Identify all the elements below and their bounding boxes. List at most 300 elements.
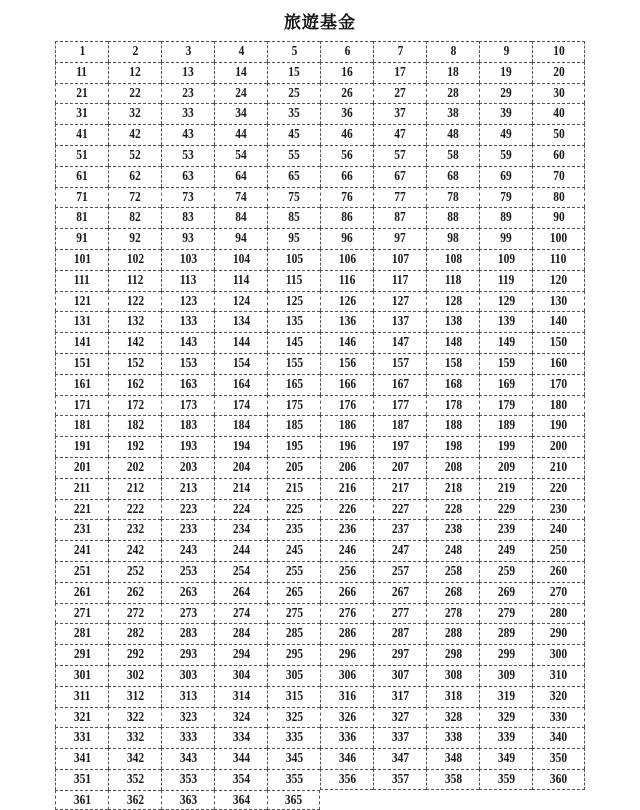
day-cell: [532, 41, 585, 62]
day-number: 346: [338, 751, 356, 767]
day-cell: [161, 187, 214, 208]
day-number: 189: [497, 418, 515, 434]
day-cell: [161, 582, 214, 603]
day-number: 343: [179, 751, 197, 767]
day-cell: [320, 727, 373, 748]
day-cell: [108, 561, 161, 582]
day-number: 198: [444, 439, 462, 455]
day-number: 330: [549, 709, 568, 725]
day-number: 164: [232, 376, 250, 392]
day-number: 113: [179, 272, 197, 288]
grid-row: [55, 103, 585, 124]
day-cell: [479, 457, 532, 478]
day-number: 291: [73, 647, 91, 663]
day-number: 253: [179, 563, 197, 579]
day-number: 193: [179, 439, 197, 455]
grid-row: [55, 353, 585, 374]
day-cell: [479, 207, 532, 228]
day-number: 141: [73, 335, 91, 351]
day-cell: [373, 311, 426, 332]
day-cell: [426, 644, 479, 665]
day-cell: [373, 519, 426, 540]
day-cell: [267, 353, 320, 374]
day-number: 131: [73, 314, 91, 330]
grid-row: [55, 124, 585, 145]
day-number: 231: [73, 522, 91, 538]
day-number: 203: [179, 459, 197, 475]
day-cell: [214, 166, 267, 187]
day-number: 30: [552, 85, 565, 101]
day-number: 310: [549, 667, 568, 683]
day-cell: [55, 311, 108, 332]
day-cell: [479, 478, 532, 499]
day-number: 152: [126, 355, 144, 371]
day-number: 264: [232, 584, 250, 600]
day-cell: [426, 83, 479, 104]
day-cell: [108, 207, 161, 228]
day-number: 140: [549, 314, 568, 330]
day-number: 183: [179, 418, 197, 434]
day-number: 2: [132, 44, 138, 59]
day-cell: [108, 374, 161, 395]
day-cell: [161, 291, 214, 312]
day-cell: [267, 727, 320, 748]
day-number: 262: [126, 584, 144, 600]
day-number: 54: [235, 147, 247, 163]
day-number: 306: [338, 667, 356, 683]
day-number: 22: [129, 85, 141, 101]
day-number: 159: [497, 355, 515, 371]
day-cell: [214, 228, 267, 249]
day-number: 223: [179, 501, 197, 517]
day-cell: [55, 124, 108, 145]
day-number: 67: [394, 168, 406, 184]
day-number: 127: [391, 293, 409, 309]
day-number: 277: [391, 605, 409, 621]
day-cell: [161, 311, 214, 332]
day-cell: [320, 124, 373, 145]
day-number: 8: [450, 44, 456, 59]
day-number: 221: [73, 501, 91, 517]
day-cell: [532, 415, 585, 436]
grid-row: [55, 644, 585, 665]
day-cell: [55, 83, 108, 104]
day-cell: [373, 748, 426, 769]
day-cell: [373, 249, 426, 270]
day-number: 287: [391, 626, 409, 642]
day-cell: [320, 374, 373, 395]
day-cell: [267, 228, 320, 249]
day-number: 64: [235, 168, 247, 184]
day-cell: [426, 623, 479, 644]
day-number: 217: [391, 480, 409, 496]
day-cell: [267, 707, 320, 728]
day-number: 336: [338, 730, 356, 746]
day-number: 302: [126, 667, 144, 683]
day-cell: [426, 436, 479, 457]
day-cell: [373, 124, 426, 145]
day-number: 192: [126, 439, 144, 455]
day-number: 259: [497, 563, 515, 579]
day-cell: [426, 332, 479, 353]
day-cell: [55, 769, 108, 790]
day-number: 187: [391, 418, 409, 434]
day-cell: [426, 478, 479, 499]
grid-row: [55, 623, 585, 644]
day-number: 258: [444, 563, 462, 579]
day-cell: [267, 166, 320, 187]
day-cell: [426, 41, 479, 62]
day-number: 213: [179, 480, 197, 496]
day-cell: [532, 457, 585, 478]
day-number: 191: [73, 439, 91, 455]
day-number: 38: [447, 106, 459, 122]
day-number: 305: [285, 667, 303, 683]
day-number: 124: [232, 293, 250, 309]
day-number: 188: [444, 418, 462, 434]
day-number: 347: [391, 751, 409, 767]
day-cell: [373, 166, 426, 187]
day-cell: [161, 519, 214, 540]
day-cell: [55, 519, 108, 540]
day-number: 176: [338, 397, 356, 413]
day-cell: [108, 145, 161, 166]
day-number: 241: [73, 543, 91, 559]
day-cell: [161, 270, 214, 291]
day-number: 136: [338, 314, 356, 330]
day-cell: [426, 311, 479, 332]
day-cell: [479, 499, 532, 520]
day-cell: [479, 707, 532, 728]
day-number: 270: [549, 584, 568, 600]
day-cell: [320, 748, 373, 769]
day-cell: [426, 665, 479, 686]
day-number: 137: [391, 314, 409, 330]
day-number: 206: [338, 459, 356, 475]
day-number: 35: [288, 106, 300, 122]
day-cell: [267, 436, 320, 457]
day-cell: [532, 644, 585, 665]
day-cell: [55, 207, 108, 228]
day-number: 333: [179, 730, 197, 746]
day-number: 332: [126, 730, 144, 746]
day-cell: [161, 41, 214, 62]
day-number: 84: [235, 210, 247, 226]
day-number: 142: [126, 335, 144, 351]
day-number: 66: [341, 168, 353, 184]
day-cell: [108, 478, 161, 499]
day-cell: [108, 228, 161, 249]
day-cell: [532, 727, 585, 748]
day-cell: [108, 124, 161, 145]
day-number: 215: [285, 480, 303, 496]
day-number: 356: [338, 771, 356, 787]
day-number: 201: [73, 459, 91, 475]
day-cell: [214, 727, 267, 748]
day-number: 53: [182, 147, 194, 163]
day-cell: [214, 145, 267, 166]
day-cell: [55, 665, 108, 686]
day-number: 214: [232, 480, 250, 496]
day-number: 135: [285, 314, 303, 330]
day-cell: [214, 83, 267, 104]
day-cell: [161, 707, 214, 728]
day-number: 49: [500, 127, 512, 143]
day-number: 294: [232, 647, 250, 663]
day-cell: [320, 415, 373, 436]
day-cell: [55, 249, 108, 270]
day-cell: [426, 353, 479, 374]
day-cell: [108, 623, 161, 644]
day-number: 18: [447, 64, 459, 80]
day-number: 319: [497, 688, 515, 704]
day-cell: [161, 623, 214, 644]
day-number: 60: [552, 147, 565, 163]
day-cell: [108, 644, 161, 665]
day-cell: [426, 540, 479, 561]
day-number: 297: [391, 647, 409, 663]
day-number: 300: [549, 647, 568, 663]
day-number: 299: [497, 647, 515, 663]
day-cell: [426, 769, 479, 790]
day-number: 292: [126, 647, 144, 663]
day-cell: [532, 623, 585, 644]
day-number: 68: [447, 168, 459, 184]
day-cell: [532, 270, 585, 291]
day-number: 360: [549, 771, 568, 787]
day-number: 98: [447, 231, 459, 247]
day-cell: [267, 519, 320, 540]
day-cell: [108, 707, 161, 728]
day-cell: [267, 207, 320, 228]
day-cell: [479, 623, 532, 644]
day-cell: [479, 332, 532, 353]
day-cell: [479, 644, 532, 665]
day-number: 276: [338, 605, 356, 621]
day-cell: [267, 582, 320, 603]
day-number: 29: [500, 85, 512, 101]
day-number: 361: [73, 792, 91, 808]
day-number: 249: [497, 543, 515, 559]
day-cell: [161, 332, 214, 353]
day-number: 76: [341, 189, 353, 205]
day-number: 74: [235, 189, 247, 205]
day-cell: [373, 41, 426, 62]
grid-row: [55, 207, 585, 228]
day-cell: [320, 457, 373, 478]
day-cell: [373, 83, 426, 104]
day-cell: [55, 291, 108, 312]
day-number: 99: [500, 231, 512, 247]
day-cell: [320, 665, 373, 686]
day-number: 268: [444, 584, 462, 600]
day-cell: [108, 519, 161, 540]
day-cell: [108, 603, 161, 624]
grid-row: [55, 707, 585, 728]
day-number: 312: [126, 688, 144, 704]
day-number: 83: [182, 210, 194, 226]
day-cell: [161, 374, 214, 395]
day-number: 182: [126, 418, 144, 434]
day-cell: [532, 103, 585, 124]
day-cell: [479, 103, 532, 124]
day-number: 105: [285, 251, 303, 267]
day-cell: [320, 519, 373, 540]
day-number: 122: [126, 293, 144, 309]
grid-row: [55, 519, 585, 540]
day-cell: [267, 561, 320, 582]
day-cell: [161, 415, 214, 436]
day-number: 283: [179, 626, 197, 642]
grid-row: [55, 748, 585, 769]
day-cell: [108, 270, 161, 291]
day-cell: [267, 291, 320, 312]
day-cell: [320, 769, 373, 790]
day-cell: [532, 207, 585, 228]
day-cell: [55, 623, 108, 644]
day-cell: [267, 748, 320, 769]
day-number: 225: [285, 501, 303, 517]
grid-row: [55, 41, 585, 62]
day-number: 289: [497, 626, 515, 642]
day-number: 316: [338, 688, 356, 704]
day-number: 365: [284, 792, 303, 808]
day-cell: [479, 145, 532, 166]
grid-row: [55, 270, 585, 291]
day-cell: [479, 311, 532, 332]
day-cell: [214, 395, 267, 416]
grid-row: [55, 249, 585, 270]
day-cell: [214, 457, 267, 478]
day-number: 106: [338, 251, 356, 267]
grid-row: [55, 686, 585, 707]
day-number: 88: [447, 210, 459, 226]
day-number: 233: [179, 522, 197, 538]
day-cell: [214, 415, 267, 436]
day-number: 293: [179, 647, 197, 663]
day-cell: [161, 62, 214, 83]
day-number: 175: [285, 397, 303, 413]
day-cell: [214, 769, 267, 790]
day-cell: [532, 582, 585, 603]
day-cell: [479, 686, 532, 707]
day-number: 46: [341, 127, 353, 143]
day-number: 237: [391, 522, 409, 538]
day-number: 44: [235, 127, 247, 143]
day-number: 15: [288, 64, 300, 80]
day-cell: [55, 62, 108, 83]
day-number: 252: [126, 563, 144, 579]
day-number: 341: [73, 751, 91, 767]
day-cell: [320, 62, 373, 83]
day-cell: [373, 623, 426, 644]
day-number: 174: [232, 397, 250, 413]
day-cell: [426, 686, 479, 707]
day-number: 208: [444, 459, 462, 475]
day-cell: [532, 395, 585, 416]
day-number: 184: [232, 418, 250, 434]
day-cell: [479, 124, 532, 145]
day-cell: [267, 499, 320, 520]
day-cell: [426, 561, 479, 582]
day-cell: [320, 249, 373, 270]
day-number: 338: [444, 730, 462, 746]
day-cell: [426, 124, 479, 145]
day-number: 230: [549, 501, 568, 517]
day-cell: [373, 436, 426, 457]
day-number: 107: [391, 251, 409, 267]
day-number: 91: [76, 231, 88, 247]
day-number: 179: [497, 397, 515, 413]
day-cell: [532, 769, 585, 790]
day-cell: [108, 665, 161, 686]
day-number: 62: [129, 168, 141, 184]
day-cell: [214, 332, 267, 353]
day-cell: [426, 395, 479, 416]
day-number: 150: [549, 335, 568, 351]
day-number: 57: [394, 147, 406, 163]
day-cell: [320, 270, 373, 291]
day-cell: [108, 166, 161, 187]
day-cell: [320, 644, 373, 665]
day-cell: [532, 478, 585, 499]
day-number: 101: [73, 251, 91, 267]
day-number: 5: [291, 44, 297, 59]
day-number: 354: [232, 771, 250, 787]
day-number: 186: [338, 418, 356, 434]
day-cell: [108, 83, 161, 104]
day-cell: [55, 727, 108, 748]
grid-row: [55, 187, 585, 208]
day-cell: [161, 395, 214, 416]
day-number: 45: [288, 127, 300, 143]
day-cell: [373, 727, 426, 748]
grid-row: [55, 561, 585, 582]
grid-row: [55, 166, 585, 187]
day-cell: [532, 166, 585, 187]
grid-row: [55, 478, 585, 499]
day-cell: [55, 478, 108, 499]
day-number: 281: [73, 626, 91, 642]
day-number: 250: [549, 543, 568, 559]
day-number: 295: [285, 647, 303, 663]
day-number: 118: [444, 272, 462, 288]
day-cell: [267, 332, 320, 353]
day-number: 169: [497, 376, 515, 392]
grid-row: [55, 228, 585, 249]
day-cell: [214, 561, 267, 582]
day-number: 178: [444, 397, 462, 413]
day-number: 278: [444, 605, 462, 621]
day-number: 157: [391, 355, 409, 371]
day-number: 59: [500, 147, 512, 163]
day-number: 317: [391, 688, 409, 704]
day-cell: [214, 748, 267, 769]
day-cell: [532, 686, 585, 707]
day-cell: [320, 291, 373, 312]
day-number: 202: [126, 459, 144, 475]
day-cell: [108, 395, 161, 416]
day-cell: [532, 519, 585, 540]
day-cell: [267, 623, 320, 644]
day-cell: [267, 457, 320, 478]
day-number: 100: [549, 231, 568, 247]
day-cell: [267, 103, 320, 124]
day-cell: [479, 603, 532, 624]
day-cell: [214, 103, 267, 124]
grid-row: [55, 83, 585, 104]
day-number: 327: [391, 709, 409, 725]
